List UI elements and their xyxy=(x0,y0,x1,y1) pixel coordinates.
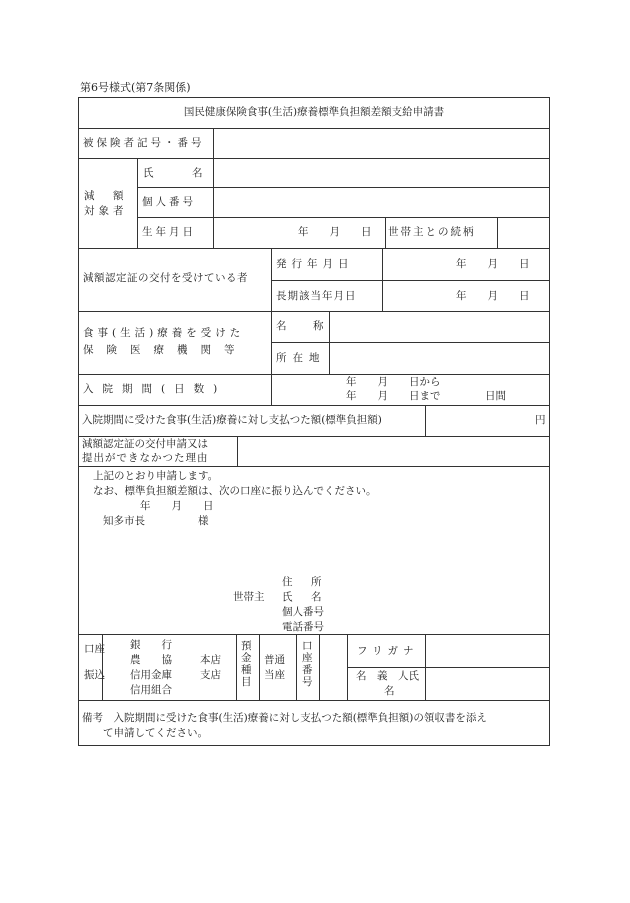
applicant-name-label: 氏 名 xyxy=(282,591,326,603)
institution-address-field[interactable] xyxy=(331,344,548,372)
account-holder-label-2: 名 xyxy=(384,685,395,697)
account-number-label: 口座番号 xyxy=(302,640,313,688)
relationship-field[interactable] xyxy=(499,219,548,246)
deposit-ordinary[interactable]: 普通 xyxy=(264,654,285,666)
note-line-2: て申請してください。 xyxy=(103,727,208,739)
note-line-1: 備考 入院期間に受けた食事(生活)療養に対し支払つた額(標準負担額)の領収書を添え xyxy=(82,712,487,724)
long-term-date-label: 長期該当年月日 xyxy=(276,290,357,302)
institution-name-label: 名 称 xyxy=(276,320,332,332)
hospitalization-label: 入院期間(日数) xyxy=(83,383,227,395)
name-label: 氏 名 xyxy=(143,167,217,179)
head-office[interactable]: 本店 xyxy=(200,654,221,666)
applicant-phone-label: 電話番号 xyxy=(282,621,324,633)
reduction-group-label-2: 対象者 xyxy=(84,205,128,217)
institution-label-1: 食事(生活)療養を受けた xyxy=(83,327,245,339)
payment-amount-field[interactable] xyxy=(427,407,532,434)
insured-number-label: 被保険者記号・番号 xyxy=(83,137,205,149)
hospitalization-to[interactable]: 年 月 日まで xyxy=(346,390,441,402)
transfer-label-1: 口座 xyxy=(84,643,105,655)
institution-label-2: 保険医療機関等 xyxy=(83,344,248,356)
reason-label-1: 減額認定証の交付申請又は xyxy=(82,438,208,450)
addressee: 知多市長 xyxy=(103,515,145,527)
form-number: 第6号様式(第7条関係) xyxy=(80,81,191,94)
furigana-field[interactable] xyxy=(427,636,548,665)
institution-address-label: 所在地 xyxy=(276,352,326,364)
declaration-line-2: なお、標準負担額差額は、次の口座に振り込んでください。 xyxy=(93,485,377,497)
addressee-honorific: 様 xyxy=(198,515,209,527)
declaration-date[interactable]: 年 月 日 xyxy=(140,500,214,512)
reason-field[interactable] xyxy=(239,438,548,464)
type-bank[interactable]: 銀 行 xyxy=(130,639,172,651)
account-holder-label-1: 名 義 人氏 xyxy=(356,670,419,682)
reduction-group-label-1: 減 額 xyxy=(84,190,128,202)
transfer-label-2: 振込 xyxy=(84,669,105,681)
account-number-field[interactable] xyxy=(321,636,345,698)
hospitalization-days-unit: 日間 xyxy=(485,390,506,402)
declaration-line-1: 上記のとおり申請します。 xyxy=(93,470,219,482)
deposit-current[interactable]: 当座 xyxy=(264,669,285,681)
payment-label: 入院期間に受けた食事(生活)療養に対し支払つた額(標準負担額) xyxy=(82,414,382,426)
branch[interactable]: 支店 xyxy=(200,669,221,681)
relationship-label: 世帯主との続柄 xyxy=(388,226,476,238)
form-title: 国民健康保険食事(生活)療養標準負担額差額支給申請書 xyxy=(183,106,445,118)
certificate-label: 減額認定証の交付を受けている者 xyxy=(83,272,248,284)
issue-date-label: 発行年月日 xyxy=(276,258,354,270)
account-holder-field[interactable] xyxy=(427,669,548,698)
type-agri[interactable]: 農 協 xyxy=(130,654,172,666)
long-term-date-field[interactable]: 年 月 日 xyxy=(456,290,530,302)
reason-label-2: 提出ができなかつた理由 xyxy=(82,452,209,464)
name-field[interactable] xyxy=(215,160,548,186)
deposit-type-label: 預金種目 xyxy=(241,640,252,688)
applicant-address-label: 住 所 xyxy=(282,576,326,588)
birthdate-label: 生年月日 xyxy=(142,226,196,238)
issue-date-field[interactable]: 年 月 日 xyxy=(456,258,530,270)
payment-unit: 円 xyxy=(535,414,546,426)
insured-number-field[interactable] xyxy=(215,130,548,156)
personal-number-field[interactable] xyxy=(215,189,548,215)
householder-label: 世帯主 xyxy=(233,591,265,603)
hospitalization-from[interactable]: 年 月 日から xyxy=(346,376,441,388)
furigana-label: フリガナ xyxy=(357,645,419,657)
personal-number-label: 個人番号 xyxy=(142,196,196,208)
type-shinkin[interactable]: 信用金庫 xyxy=(130,669,172,681)
birthdate-field[interactable]: 年 月 日 xyxy=(298,226,372,238)
applicant-personal-number-label: 個人番号 xyxy=(282,606,324,618)
type-kumiai[interactable]: 信用組合 xyxy=(130,684,172,696)
institution-name-field[interactable] xyxy=(331,313,548,340)
